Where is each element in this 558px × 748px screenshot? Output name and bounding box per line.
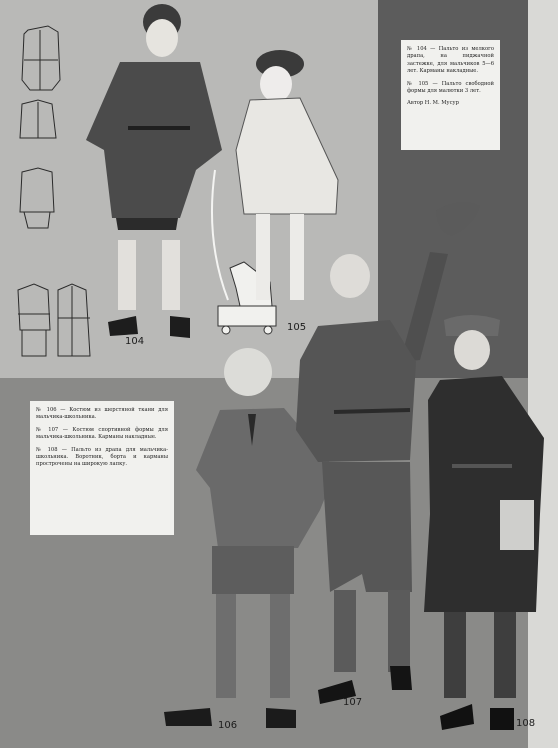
caption-104: № 104 — Пальто из мелкого драпа, на пиджачной застежке, для мальчиков 5—6 лет. Карманы накладные. bbox=[407, 46, 494, 75]
figure-108-boy bbox=[424, 315, 544, 730]
figure-number-108: 108 bbox=[516, 718, 536, 729]
figure-number-107: 107 bbox=[343, 697, 363, 708]
figure-104-boy bbox=[86, 4, 228, 338]
figure-number-106: 106 bbox=[218, 720, 238, 731]
caption-105: № 105 — Пальто свободной формы для малютки 3 лет. bbox=[407, 80, 494, 95]
flat-sketch-jacket bbox=[20, 168, 54, 228]
caption-box-104-105 bbox=[401, 40, 500, 150]
caption-106: № 106 — Костюм из шерстяной ткани для мальчика-школьника. bbox=[36, 407, 168, 421]
flat-sketch-coat-back bbox=[20, 100, 56, 138]
figure-number-105: 105 bbox=[287, 322, 307, 333]
caption-box-106-108 bbox=[30, 401, 174, 535]
flat-sketch-coat-front bbox=[22, 26, 60, 90]
caption-author: Автор Н. М. Мусур bbox=[407, 100, 459, 107]
figure-105-child bbox=[236, 50, 338, 300]
flat-sketch-suit-front bbox=[18, 284, 50, 356]
caption-107: № 107 — Костюм спортивной формы для мальчика-школьника. Карманы накладные. bbox=[36, 426, 168, 441]
caption-108: № 108 — Пальто из драпа для мальчика-школьника. Воротник, борта и карманы прострочены на широкую лапку. bbox=[36, 446, 168, 468]
flat-sketch-coat-belted bbox=[58, 284, 90, 356]
figure-number-104: 104 bbox=[125, 336, 145, 347]
